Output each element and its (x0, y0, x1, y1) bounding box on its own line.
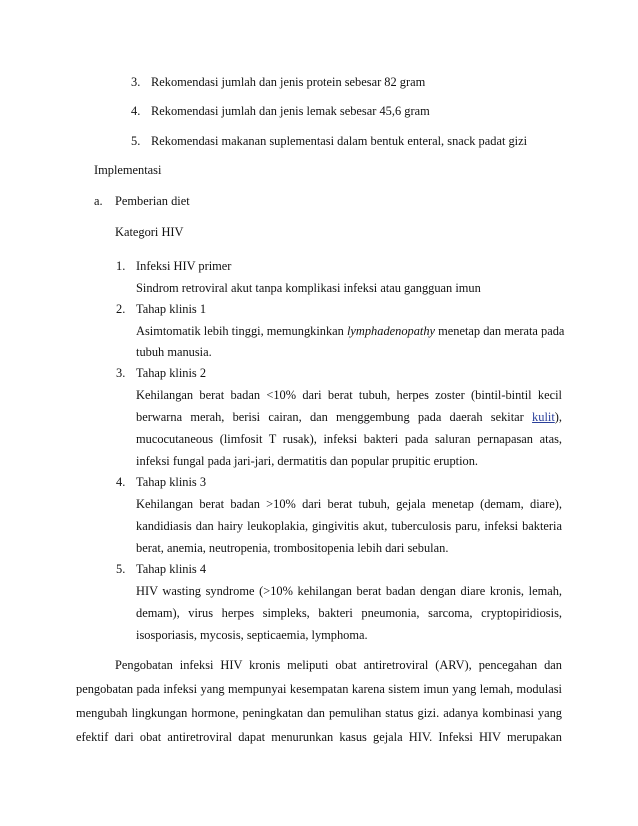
paragraph-line: Pengobatan infeksi HIV kronis meliputi obat antiretroviral (ARV), pencegahan dan (115, 658, 562, 672)
item-title: Tahap klinis 2 (136, 366, 207, 380)
rec-text: Rekomendasi jumlah dan jenis protein sebesar 82 gram (151, 75, 426, 89)
item-desc: mucocutaneous (limfosit T rusak), infeksi bakteri pada saluran pernapasan atas, (136, 432, 562, 446)
paragraph-line: pengobatan pada infeksi yang mempunyai kesempatan karena sistem imun yang lemah, modulasi (76, 682, 562, 696)
item-desc: Sindrom retroviral akut tanpa komplikasi infeksi atau gangguan imun (136, 281, 481, 295)
paragraph-line: efektif dari obat antiretroviral dapat menurunkan kasus gejala HIV. Infeksi HIV merupakan (76, 730, 562, 744)
item-title: Tahap klinis 1 (136, 302, 207, 316)
desc-text: Asimtomatik lebih tinggi, memungkinkan (136, 324, 347, 338)
emphasis-term: lymphadenopathy (346, 324, 436, 338)
desc-text: menetap dan merata pada (435, 324, 565, 338)
item-number: 1. (116, 259, 126, 273)
item-desc: Kehilangan berat badan >10% dari berat tubuh, gejala menetap (demam, diare), (136, 497, 562, 511)
item-desc (136, 323, 564, 339)
item-title: Infeksi HIV primer (136, 259, 232, 273)
item-title: Tahap klinis 3 (136, 475, 207, 489)
item-number: 3. (116, 366, 126, 380)
item-desc: kandidiasis dan hairy leukoplakia, gingivitis akut, tuberculosis paru, infeksi bakteria (136, 519, 562, 533)
item-desc: isosporiasis, mycosis, septicaemia, lymphoma. (136, 628, 368, 642)
item-number: 5. (116, 562, 126, 576)
kulit-link[interactable]: kulit (532, 410, 555, 424)
sub-letter: a. (94, 194, 103, 208)
item-desc: Kehilangan berat badan <10% dari berat tubuh, herpes zoster (bintil-bintil kecil (136, 388, 562, 402)
desc-text: ), (554, 410, 562, 424)
rec-text: Rekomendasi jumlah dan jenis lemak sebesar 45,6 gram (151, 104, 430, 118)
item-title: Tahap klinis 4 (136, 562, 207, 576)
rec-number: 4. (131, 104, 141, 118)
desc-text: berwarna merah, berisi cairan, dan menggembung pada daerah sekitar (136, 410, 533, 424)
item-number: 2. (116, 302, 126, 316)
item-number: 4. (116, 475, 126, 489)
section-heading: Implementasi (94, 163, 162, 177)
kategori-heading: Kategori HIV (115, 225, 184, 239)
item-desc: demam), virus herpes simpleks, bakteri pneumonia, sarcoma, cryptopiridiosis, (136, 606, 562, 620)
item-desc: berat, anemia, neutropenia, trombositopenia lebih dari sebulan. (136, 541, 449, 555)
item-desc: tubuh manusia. (136, 345, 212, 359)
item-desc (136, 409, 562, 425)
rec-number: 3. (131, 75, 141, 89)
item-desc: infeksi fungal pada jari-jari, dermatitis dan popular prupitic eruption. (136, 454, 479, 468)
item-desc: HIV wasting syndrome (>10% kehilangan berat badan dengan diare kronis, lemah, (136, 584, 562, 598)
rec-number: 5. (131, 134, 141, 148)
sub-heading: Pemberian diet (115, 194, 190, 208)
rec-text: Rekomendasi makanan suplementasi dalam bentuk enteral, snack padat gizi (151, 134, 528, 148)
paragraph-line: mengubah lingkungan hormone, peningkatan dan pemulihan status gizi. adanya kombinasi yang (76, 706, 562, 720)
